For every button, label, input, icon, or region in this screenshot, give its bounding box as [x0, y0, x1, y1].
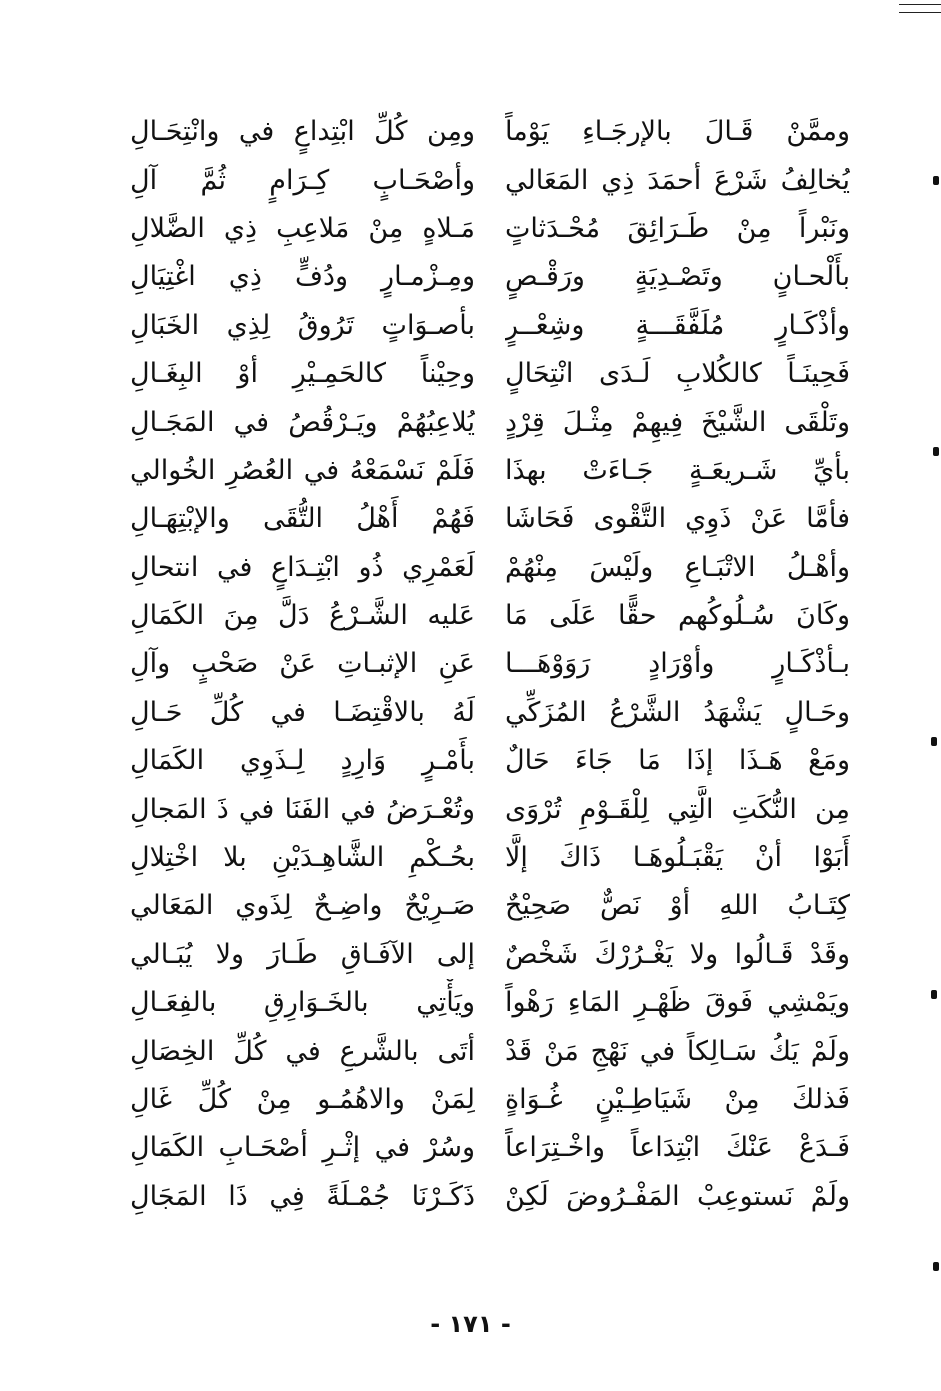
top-right-rule-lower	[899, 12, 941, 13]
first-hemistich: يُخالِفُ شَرْعَ أحمَدَ ذِي المَعَالي	[505, 164, 850, 196]
verse-line	[130, 737, 850, 785]
verse-line	[130, 592, 850, 640]
verse-line	[130, 785, 850, 833]
second-hemistich: وتُعْـرَضُ في الفَنَا في ذَ المَجالِ	[130, 793, 475, 825]
first-hemistich: ولَمْ يَكُ سَـالِكاً في نَهْجِ مَنْ قَدْ	[505, 1035, 850, 1067]
first-hemistich: بأَلْحـانٍ وتَصْـدِيَةٍ ورَقْـصٍ	[505, 261, 850, 293]
top-right-rule	[899, 4, 941, 5]
second-hemistich: إلى الآفَـاقِ طَـارَ ولا يُبَـالي	[130, 938, 475, 970]
first-hemistich: وأهْـلُ الاتْبَـاعِ ولَيْسَ مِنْهُمْ	[505, 551, 850, 583]
first-hemistich: فأمَّا عَنْ ذَوِي التَّقْوى فَحَاشَا	[505, 503, 850, 535]
verse-line	[130, 882, 850, 930]
margin-mark	[933, 1262, 939, 1271]
verse-line	[130, 640, 850, 688]
first-hemistich: وممَّنْ قَـالَ بالإرجَـاءِ يَوْماً	[505, 116, 850, 148]
poem-body	[130, 108, 850, 1221]
second-hemistich: وحِيْناً كالحَمِـيْرِ أوْ البِغَـالِ	[130, 358, 475, 390]
second-hemistich: ومِـزْمـارٍ ودُفٍّ ذِي اغْتِيَالِ	[130, 261, 475, 293]
verse-line	[130, 979, 850, 1027]
verse-line	[130, 544, 850, 592]
second-hemistich: بأصـوَاتٍ تَرُوقُ لِذِي الخَبَالِ	[130, 309, 475, 341]
verse-line	[130, 350, 850, 398]
second-hemistich: فَلَمْ نَسْمَعْهُ في العُصُرِ الخُوالي	[130, 454, 475, 486]
second-hemistich: ذَكَـرْنَا جُمْـلَةً فِي ذَا المَجَالِ	[130, 1180, 475, 1212]
second-hemistich: لَعَمْرِي ذُو ابْتِـدَاعٍ في انتحالِ	[130, 551, 475, 583]
second-hemistich: مَـلاهٍ مِنْ مَلاعِبِ ذِي الضَّلالِ	[130, 212, 475, 244]
first-hemistich: فَـدَعْ عَنْكَ ابْتِدَاعاً واخْـتِرَاعاً	[505, 1132, 850, 1164]
verse-line	[130, 689, 850, 737]
first-hemistich: وأذْكَـارٍ مُلَفَّقَـــةٍ وشِعْــرٍ	[505, 309, 850, 341]
second-hemistich: وسُرْ في إثْـرِ أصْحَـابِ الكَمَالِ	[130, 1132, 475, 1164]
second-hemistich: عَنِ الإثبـاتِ عَنْ صَحْبٍ وآلِ	[130, 648, 475, 680]
verse-line	[130, 302, 850, 350]
second-hemistich: بأَمْـرٍ وَارِدٍ لِـذَوِي الكَمَالِ	[130, 745, 475, 777]
verse-line	[130, 834, 850, 882]
verse-line	[130, 253, 850, 301]
verse-line	[130, 1173, 850, 1221]
first-hemistich: أَبَوْا أنْ يَقْبَـلُوهَـا ذَاكَ إلَّا	[505, 842, 850, 874]
second-hemistich: أتَى بالشَّرعِ في كُلِّ الخِصَالِ	[130, 1035, 475, 1067]
second-hemistich: لِمَنْ والاهُمُـو مِنْ كُلِّ غَالِ	[130, 1084, 475, 1115]
second-hemistich: ومِن كُلِّ ابْتِداعٍ في وانْتِحَـالِ	[130, 116, 475, 148]
first-hemistich: بأيِّ شَـريعَـةٍ جَـاءَتْ بهذَا	[505, 454, 850, 486]
first-hemistich: ويَمْشِي فَوقَ ظَهْـرِ المَاءِ رَهْواً	[505, 987, 850, 1019]
verse-line	[130, 1124, 850, 1172]
margin-mark	[933, 176, 939, 185]
second-hemistich: لَهُ بالاقْتِضَـا في كُلِّ حَـالِ	[130, 696, 475, 728]
first-hemistich: وقَدْ قَـالُوا ولا يَغْـرُرْكَ شَخْصٌ	[505, 938, 850, 970]
first-hemistich: وكَانَ سُـلُوكُهم حقًّا عَلَى مَا	[505, 600, 850, 632]
first-hemistich: ونَبْراً مِنْ طَـرَائِقَ مُحْـدَثاتٍ	[505, 212, 850, 244]
verse-line	[130, 495, 850, 543]
first-hemistich: فَحِينَـاً كالكُلابِ لَـدَى انْتِحَالٍ	[505, 358, 850, 390]
margin-mark	[931, 990, 937, 999]
first-hemistich: ولَمْ نَستوعِبْ المَفْـرُوضَ لَكِنْ	[505, 1180, 850, 1212]
verse-line	[130, 1076, 850, 1124]
verse-line	[130, 447, 850, 495]
verse-line	[130, 931, 850, 979]
first-hemistich: كِتَـابُ اللهِ أوْ نَصٌّ صَحِيْحٌ	[505, 890, 850, 922]
verse-line	[130, 1027, 850, 1075]
verse-line	[130, 156, 850, 204]
first-hemistich: ومَعْ هَـذَا إذَا مَا جَاءَ حَالٌ	[505, 745, 850, 777]
second-hemistich: فَهُمْ أَهْلُ التُّقَى والإبْتِهَـالِ	[130, 503, 475, 535]
second-hemistich: ويَأْتِي بالخَـوَارِقِ بالفِعَـالِ	[130, 987, 475, 1019]
second-hemistich: بحُـكْمِ الشَّاهِـدَيْنِ بلا اخْتِلالِ	[130, 842, 475, 874]
verse-line	[130, 398, 850, 446]
second-hemistich: صَـرِيْحٌ واضِـحٌ لِذَوي المَعَالي	[130, 890, 475, 922]
first-hemistich: مِن النُّكَتِ الَّتِي لِلْقَـوْمِ تُرْوَى	[505, 793, 850, 825]
second-hemistich: وأصْحَـابٍ كِـرَامٍ ثُمَّ آلِ	[130, 164, 475, 196]
second-hemistich: عَليه الشَّـرْعُ دَلَّ مِنَ الكَمَالِ	[130, 600, 475, 632]
first-hemistich: وحَـالٍ يَشْهَدُ الشَّرْعُ المُزَكِّي	[505, 696, 850, 728]
verse-line	[130, 205, 850, 253]
second-hemistich: يُلاعِبُهُمْ ويَـرْقُصُ في المَجَـالِ	[130, 406, 475, 438]
first-hemistich: فَذلكَ مِنْ شَيَاطِـيْنٍ غُـوَاةٍ	[505, 1084, 850, 1115]
margin-mark	[931, 737, 937, 746]
margin-mark	[933, 447, 939, 456]
page-number: - ١٧١ -	[430, 1310, 511, 1338]
first-hemistich: وتَلْقَى الشَّيْخَ فِيهِمْ مِثْـلَ قِرْدٍ	[505, 406, 850, 438]
verse-line	[130, 108, 850, 156]
first-hemistich: بـأذْكَـارٍ وأوْرَادٍ رَوَوْهَـــا	[505, 648, 850, 680]
